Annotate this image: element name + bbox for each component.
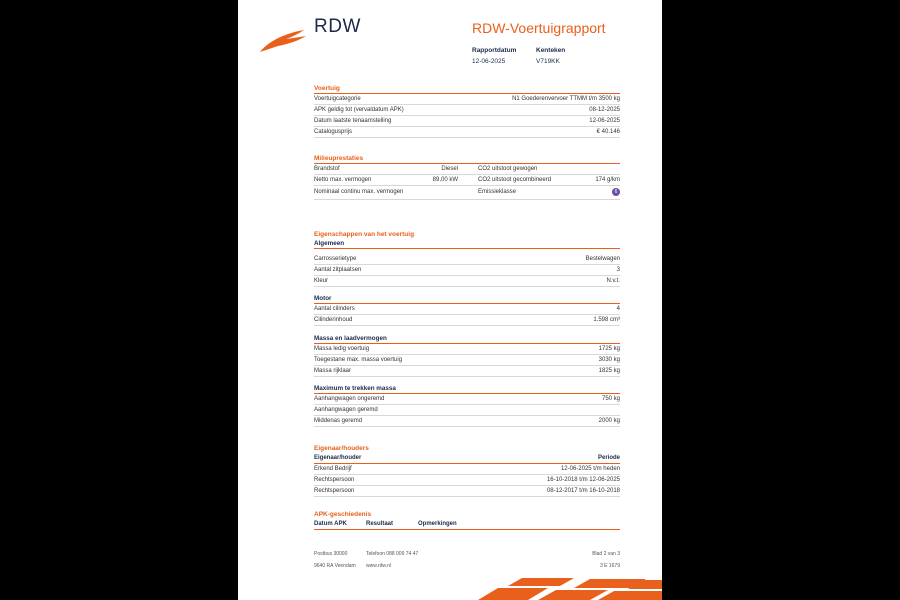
row-label: Nominaal continu max. vermogen (314, 189, 404, 195)
row-label: Brandstof (314, 166, 340, 172)
rapportdatum-label: Rapportdatum (472, 47, 517, 54)
row-value: 08-12-2025 (589, 107, 620, 113)
massa-section (314, 334, 620, 377)
footer-contact (366, 548, 418, 572)
footer-postbus: Postbus 30000 (314, 551, 348, 557)
row-label: Erkend Bedrijf (314, 466, 352, 472)
row-label: Toegestane max. massa voertuig (314, 357, 403, 363)
footer-code: 3 E 1679 (599, 563, 620, 569)
rdw-logo-icon (258, 28, 310, 54)
row-label: Aanhangwagen ongeremd (314, 396, 385, 402)
row-label: Emissieklasse (478, 189, 517, 195)
row-value: 174 g/km (595, 177, 620, 183)
rapportdatum-value: 12-06-2025 (472, 58, 506, 65)
report-page (238, 0, 662, 600)
table-header (314, 519, 620, 529)
row-value: 12-06-2025 (589, 118, 620, 124)
footer-plaats: 9640 RA Veendam (314, 563, 356, 569)
row-label: Kleur (314, 278, 329, 284)
row-label: Aantal cilinders (314, 306, 355, 312)
table-row (314, 116, 620, 127)
row-label: APK geldig tot (vervaldatum APK) (314, 107, 404, 113)
section-title: Eigenschappen van het voertuig (314, 231, 415, 238)
subsection-title: Massa en laadvermogen (314, 334, 620, 344)
row-value: 16-10-2018 t/m 12-06-2025 (546, 477, 620, 483)
row-label: CO2 uitstoot gewogen (478, 166, 538, 172)
report-title: RDW-Voertuigrapport (472, 20, 606, 36)
table-row (314, 344, 620, 355)
column-header: Datum APK (314, 521, 347, 527)
column-header: Eigenaar/houder (314, 455, 362, 461)
table-row (314, 127, 620, 138)
row-value: 1725 kg (598, 346, 620, 352)
row-label: Massa ledig voertuig (314, 346, 370, 352)
table-row (314, 405, 620, 416)
row-label: Carrosserietype (314, 256, 357, 262)
kenteken-label: Kenteken (536, 47, 566, 54)
motor-section (314, 294, 620, 326)
row-label: Rechtspersoon (314, 488, 355, 494)
table-row (314, 486, 620, 497)
table-row (314, 254, 620, 265)
footer-telefoon: Telefoon 088 009 74 47 (366, 551, 419, 557)
row-value: 3030 kg (598, 357, 620, 363)
row-label: Aanhangwagen geremd (314, 407, 378, 413)
section-title: APK-geschiedenis (314, 511, 372, 518)
row-value: € 40.146 (596, 129, 620, 135)
milieu-section (314, 154, 620, 200)
table-row (314, 304, 620, 315)
table-row (314, 464, 620, 475)
row-label: CO2 uitstoot gecombineerd (478, 177, 552, 183)
row-label: Massa rijklaar (314, 368, 352, 374)
table-row (314, 265, 620, 276)
row-label: Aantal zitplaatsen (314, 267, 362, 273)
logo-text: RDW (314, 16, 361, 37)
row-value: 89,00 kW (432, 177, 458, 183)
column-header: Opmerkingen (418, 521, 457, 527)
row-label: Catalogusprijs (314, 129, 353, 135)
voertuig-section (314, 84, 620, 138)
table-row (314, 164, 620, 175)
table-row (314, 355, 620, 366)
subsection-title: Maximum te trekken massa (314, 384, 620, 394)
row-label: Voertuigcategorie (314, 96, 361, 102)
rapportdatum-block (472, 45, 516, 67)
table-row (314, 94, 620, 105)
row-label: Cilinderinhoud (314, 317, 353, 323)
emissieklasse-badge: 6 (612, 188, 620, 196)
table-row (314, 175, 620, 186)
table-header (314, 453, 620, 463)
kenteken-value: V719KK (536, 58, 560, 65)
decorative-stripes-icon (478, 578, 662, 600)
table-row (314, 186, 620, 200)
column-header: Resultaat (366, 521, 394, 527)
row-value: N1 Goederenvervoer TTMM t/m 3500 kg (512, 96, 620, 102)
table-row (314, 276, 620, 287)
row-value: 2000 kg (598, 418, 620, 424)
table-row (314, 105, 620, 116)
table-row (314, 315, 620, 326)
column-header: Periode (597, 455, 620, 461)
row-value: 4 (616, 306, 620, 312)
trekken-section (314, 384, 620, 427)
table-row (314, 394, 620, 405)
eigenaar-section (314, 444, 620, 497)
subsection-title: Algemeen (314, 239, 620, 249)
table-row (314, 366, 620, 377)
footer-web: www.rdw.nl (366, 563, 392, 569)
row-value: 08-12-2017 t/m 16-10-2018 (546, 488, 620, 494)
subsection-title: Motor (314, 294, 620, 304)
row-value: 1825 kg (598, 368, 620, 374)
row-label: Rechtspersoon (314, 477, 355, 483)
row-value: N.v.t. (606, 278, 620, 284)
eigenschappen-section (314, 230, 620, 287)
row-value: Bestelwagen (585, 256, 620, 262)
footer-page-info (592, 548, 620, 572)
row-value: Diesel (441, 166, 458, 172)
row-label: Datum laatste tenaamstelling (314, 118, 392, 124)
row-label: Netto max. vermogen (314, 177, 372, 183)
table-row (314, 475, 620, 486)
row-value: 1.598 cm³ (593, 317, 620, 323)
table-row (314, 416, 620, 427)
footer-address (314, 548, 356, 572)
row-value: 750 kg (601, 396, 620, 402)
section-title: Eigenaar/houders (314, 445, 369, 452)
row-value: 3 (616, 267, 620, 273)
apk-section (314, 510, 620, 530)
row-label: Middenas geremd (314, 418, 363, 424)
section-title: Milieuprestaties (314, 155, 364, 162)
row-value: 12-06-2025 t/m heden (560, 466, 620, 472)
section-title: Voertuig (314, 85, 340, 92)
kenteken-block (536, 45, 565, 67)
footer-blad: Blad 2 van 3 (592, 551, 620, 557)
